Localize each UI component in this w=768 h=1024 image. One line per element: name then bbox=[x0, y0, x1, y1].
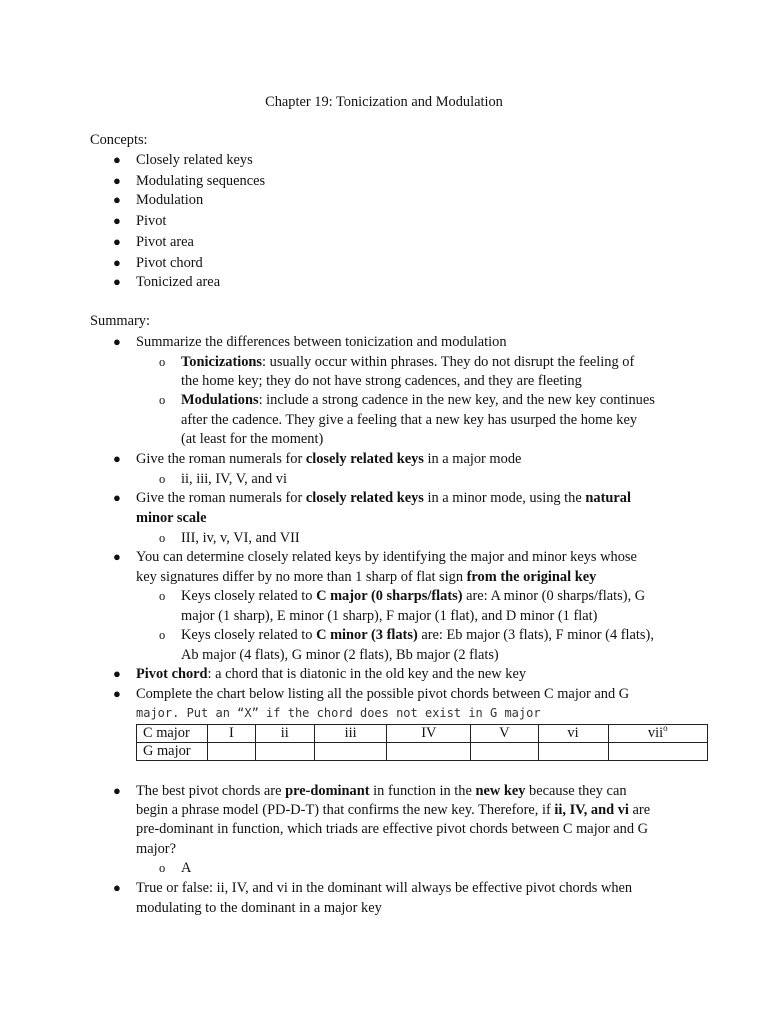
bullet-icon: ● bbox=[113, 686, 121, 701]
answer-3: III, iv, v, VI, and VII bbox=[181, 530, 300, 546]
answer-4b-line-2: Ab major (4 flats), G minor (2 flats), Bb major (2 flats) bbox=[181, 647, 499, 663]
concepts-heading: Concepts: bbox=[90, 132, 148, 148]
modulation-text: : include a strong cadence in the new key, and the new key continues bbox=[258, 392, 655, 408]
question-6-line-4: major? bbox=[136, 841, 176, 857]
table-row bbox=[137, 725, 708, 743]
question-6-line-1 bbox=[136, 782, 627, 800]
bullet-icon: ● bbox=[113, 334, 121, 349]
modulation-term: Modulations bbox=[181, 392, 259, 408]
summary-question-3-line-2 bbox=[136, 509, 206, 527]
q6-l2-text-end: are bbox=[628, 802, 651, 818]
row-header-c-major: C major bbox=[137, 725, 208, 743]
q6-bold-2: new key bbox=[475, 783, 526, 799]
chord-header: vi bbox=[538, 725, 608, 743]
bullet-icon: ● bbox=[113, 880, 121, 895]
sub-bullet-icon: o bbox=[159, 472, 166, 486]
sub-bullet-icon: o bbox=[159, 393, 166, 407]
q6-bold: pre-dominant bbox=[285, 783, 370, 799]
bullet-icon: ● bbox=[113, 213, 121, 228]
sub-bullet-icon: o bbox=[159, 628, 166, 642]
answer-2: ii, iii, IV, V, and vi bbox=[181, 471, 287, 487]
chord-header: ii bbox=[255, 725, 314, 743]
a4a-bold: C major (0 sharps/flats) bbox=[316, 588, 463, 604]
bullet-icon: ● bbox=[113, 549, 121, 564]
summary-question-3-line-1 bbox=[136, 489, 631, 507]
chord-header bbox=[608, 725, 708, 743]
bullet-icon: ● bbox=[113, 666, 121, 681]
modulation-line-3: (at least for the moment) bbox=[181, 431, 324, 447]
summary-question-5-line-1: Complete the chart below listing all the possible pivot chords between C major and G bbox=[136, 686, 630, 702]
bullet-icon: ● bbox=[113, 255, 121, 270]
bullet-icon: ● bbox=[113, 234, 121, 249]
chapter-title: Chapter 19: Tonicization and Modulation bbox=[265, 94, 503, 110]
bullet-icon: ● bbox=[113, 274, 121, 289]
bullet-icon: ● bbox=[113, 783, 121, 798]
sub-bullet-icon: o bbox=[159, 589, 166, 603]
chord-vii: vii bbox=[647, 725, 664, 741]
answer-cell[interactable] bbox=[314, 743, 387, 761]
q6-text-end: because they can bbox=[525, 783, 627, 799]
q6-text-mid: in function in the bbox=[369, 783, 476, 799]
sub-bullet-icon: o bbox=[159, 531, 166, 545]
tonicization-term: Tonicizations bbox=[181, 354, 263, 370]
answer-6: A bbox=[181, 860, 192, 876]
sub-bullet-icon: o bbox=[159, 861, 166, 875]
q6-l2-text: begin a phrase model (PD-D-T) that confirms the new key. Therefore, if bbox=[136, 802, 555, 818]
answer-4a-line-2: major (1 sharp), E minor (1 sharp), F major (1 flat), and D minor (1 flat) bbox=[181, 608, 598, 624]
summary-question-2 bbox=[136, 450, 521, 468]
a4b-text-end: are: Eb major (3 flats), F minor (4 flats), bbox=[417, 627, 654, 643]
row-header-g-major: G major bbox=[137, 743, 208, 761]
bullet-icon: ● bbox=[113, 173, 121, 188]
a4a-text-end: are: A minor (0 sharps/flats), G bbox=[462, 588, 646, 604]
summary-heading: Summary: bbox=[90, 313, 150, 329]
answer-cell[interactable] bbox=[538, 743, 608, 761]
answer-cell[interactable] bbox=[608, 743, 708, 761]
q3-bold-3: minor scale bbox=[136, 510, 207, 526]
tonicization-line-1 bbox=[181, 353, 634, 371]
q4-bold: from the original key bbox=[466, 569, 597, 585]
concept-item: Tonicized area bbox=[136, 274, 221, 290]
q3-bold-2: natural bbox=[585, 490, 631, 506]
question-7-line-2: modulating to the dominant in a major key bbox=[136, 900, 382, 916]
chord-header: V bbox=[471, 725, 538, 743]
a4b-bold: C minor (3 flats) bbox=[316, 627, 418, 643]
bullet-icon: ● bbox=[113, 152, 121, 167]
question-6-line-2 bbox=[136, 801, 650, 819]
chord-header: iii bbox=[314, 725, 387, 743]
answer-4b-line-1 bbox=[181, 626, 654, 644]
summary-question-4-line-1: You can determine closely related keys by identifying the major and minor keys whose bbox=[136, 549, 637, 565]
modulation-line-1 bbox=[181, 391, 655, 409]
pivot-chord-table bbox=[136, 724, 708, 761]
question-7-line-1: True or false: ii, IV, and vi in the dominant will always be effective pivot chords when bbox=[136, 880, 633, 896]
modulation-line-2: after the cadence. They give a feeling that a new key has usurped the home key bbox=[181, 412, 638, 428]
chord-header: IV bbox=[387, 725, 471, 743]
summary-question-5-line-2: major. Put an “X” if the chord does not exist in G major bbox=[136, 706, 541, 720]
pivot-chord-term: Pivot chord bbox=[136, 666, 208, 682]
answer-4a-line-1 bbox=[181, 587, 645, 605]
summary-question-1: Summarize the differences between tonicization and modulation bbox=[136, 334, 507, 350]
q2-text: Give the roman numerals for bbox=[136, 451, 306, 467]
question-6-line-3: pre-dominant in function, which triads are effective pivot chords between C major and G bbox=[136, 821, 649, 837]
bullet-icon: ● bbox=[113, 451, 121, 466]
pivot-chord-text: : a chord that is diatonic in the old key and the new key bbox=[207, 666, 527, 682]
bullet-icon: ● bbox=[113, 490, 121, 505]
summary-question-4-line-2 bbox=[136, 568, 596, 586]
a4a-text: Keys closely related to bbox=[181, 588, 317, 604]
table-row bbox=[137, 743, 708, 761]
concept-item: Pivot chord bbox=[136, 255, 203, 271]
q6-text: The best pivot chords are bbox=[136, 783, 286, 799]
concept-item: Modulation bbox=[136, 192, 204, 208]
sub-bullet-icon: o bbox=[159, 355, 166, 369]
tonicization-line-2: the home key; they do not have strong cadences, and they are fleeting bbox=[181, 373, 582, 389]
chord-header: I bbox=[208, 725, 256, 743]
q3-text-mid: in a minor mode, using the bbox=[423, 490, 586, 506]
bullet-icon: ● bbox=[113, 192, 121, 207]
answer-cell[interactable] bbox=[387, 743, 471, 761]
q2-bold: closely related keys bbox=[305, 451, 424, 467]
concept-item: Closely related keys bbox=[136, 152, 253, 168]
diminished-sign: o bbox=[663, 723, 668, 734]
tonicization-text: : usually occur within phrases. They do not disrupt the feeling of bbox=[262, 354, 635, 370]
concept-item: Pivot area bbox=[136, 234, 194, 250]
q2-text-end: in a major mode bbox=[423, 451, 522, 467]
answer-cell[interactable] bbox=[208, 743, 256, 761]
q3-text: Give the roman numerals for bbox=[136, 490, 306, 506]
pivot-chord-definition bbox=[136, 665, 526, 683]
q4-text: key signatures differ by no more than 1 sharp of flat sign bbox=[136, 569, 467, 585]
concept-item: Pivot bbox=[136, 213, 167, 229]
a4b-text: Keys closely related to bbox=[181, 627, 317, 643]
q3-bold: closely related keys bbox=[305, 490, 424, 506]
answer-cell[interactable] bbox=[471, 743, 538, 761]
answer-cell[interactable] bbox=[255, 743, 314, 761]
concept-item: Modulating sequences bbox=[136, 173, 266, 189]
q6-l2-bold: ii, IV, and vi bbox=[554, 802, 629, 818]
